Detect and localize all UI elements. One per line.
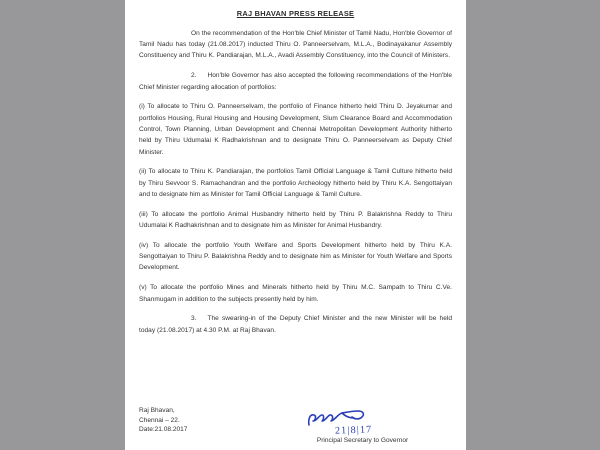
footer-city: Chennai – 22. <box>139 416 180 424</box>
footer-origin-block <box>139 406 187 435</box>
portfolio-item-iv <box>139 240 452 274</box>
footer-place: Raj Bhavan, <box>139 407 175 414</box>
portfolio-item-ii-text: (ii) To allocate to Thiru K. Pandiarajan, the portfolios Tamil Official Language & Tamil Culture hitherto held by Thiru Sevvoor S. Ramachandran and the portfolio Archeology hitherto held by Thiru K.A. Sengottaiyan and to designate him as Minister for Tamil Official Language & Tamil Culture. <box>139 168 452 198</box>
press-release-page <box>125 0 466 450</box>
portfolio-item-i <box>139 101 452 157</box>
document-footer <box>139 406 452 446</box>
footer-date: Date:21.08.2017 <box>139 426 188 434</box>
portfolio-item-i-text: (i) To allocate to Thiru O. Panneerselvam, the portfolio of Finance hitherto held Thiru D. Jeyakumar and portfolios Housing, Rural Housing and Housing Development, Slum Clearance Board and Accommodation Control, Town Planning, Urban Development and Chennai Metropolitan Development Authority hitherto held by Thiru Udumalai K Radhakrishnan and to designate Thiru O. Panneerselvam as Deputy Chief Minister. <box>139 103 452 156</box>
signature-date-ink: 21|8|17 <box>334 424 373 437</box>
paragraph-2 <box>139 70 452 93</box>
portfolio-item-v <box>139 282 452 305</box>
paragraph-3-text: The swearing-in of the Deputy Chief Minister and the new Minister will be held today (21.08.2017) at 4.30 P.M. at Raj Bhavan. <box>139 315 452 334</box>
paragraph-3-number: 3. <box>191 315 197 323</box>
paragraph-1 <box>139 28 452 62</box>
portfolio-item-ii <box>139 166 452 200</box>
portfolio-item-iii-text: (iii) To allocate the portfolio Animal Husbandry hitherto held by Thiru P. Balakrishna Reddy to Thiru Udumalai K Radhakrishnan and to designate him as Minister for Animal Husbandry. <box>139 210 452 230</box>
portfolio-item-iv-text: (iv) To allocate the portfolio Youth Welfare and Sports Development hitherto held by Thiru K.A. Sengottaiyan to Thiru P. Balakrishna Reddy and to designate him as Minister for Youth Welfare and Sports Development. <box>139 241 452 272</box>
paragraph-2-text: Hon'ble Governor has also accepted the following recommendations of the Hon'ble Chief Minister regarding allocation of portfolios: <box>139 72 452 91</box>
paragraph-3 <box>139 313 452 336</box>
signature-caption: Principal Secretary to Governor <box>316 437 409 444</box>
handwritten-signature-icon <box>301 407 451 437</box>
paragraph-2-number: 2. <box>191 72 197 80</box>
signature-block <box>275 406 450 444</box>
paragraph-1-text: On the recommendation of the Hon'ble Chief Minister of Tamil Nadu, Hon'ble Governor of Tamil Nadu has today (21.08.2017) inducted Thiru O. Panneerselvam, M.L.A., Bodinayakanur Assembly Constituency and Thiru K. Pandiarajan, M.L.A., Avadi Assembly Constituency, into the Council of Ministers. <box>139 29 452 60</box>
portfolio-item-v-text: (v) To allocate the portfolio Mines and Minerals hitherto held by Thiru M.C. Sampath to Thiru C.Ve. Shanmugam in addition to the subjects presently held by him. <box>139 284 452 303</box>
portfolio-item-iii <box>139 209 452 232</box>
page-title: RAJ BHAVAN PRESS RELEASE <box>236 9 355 18</box>
